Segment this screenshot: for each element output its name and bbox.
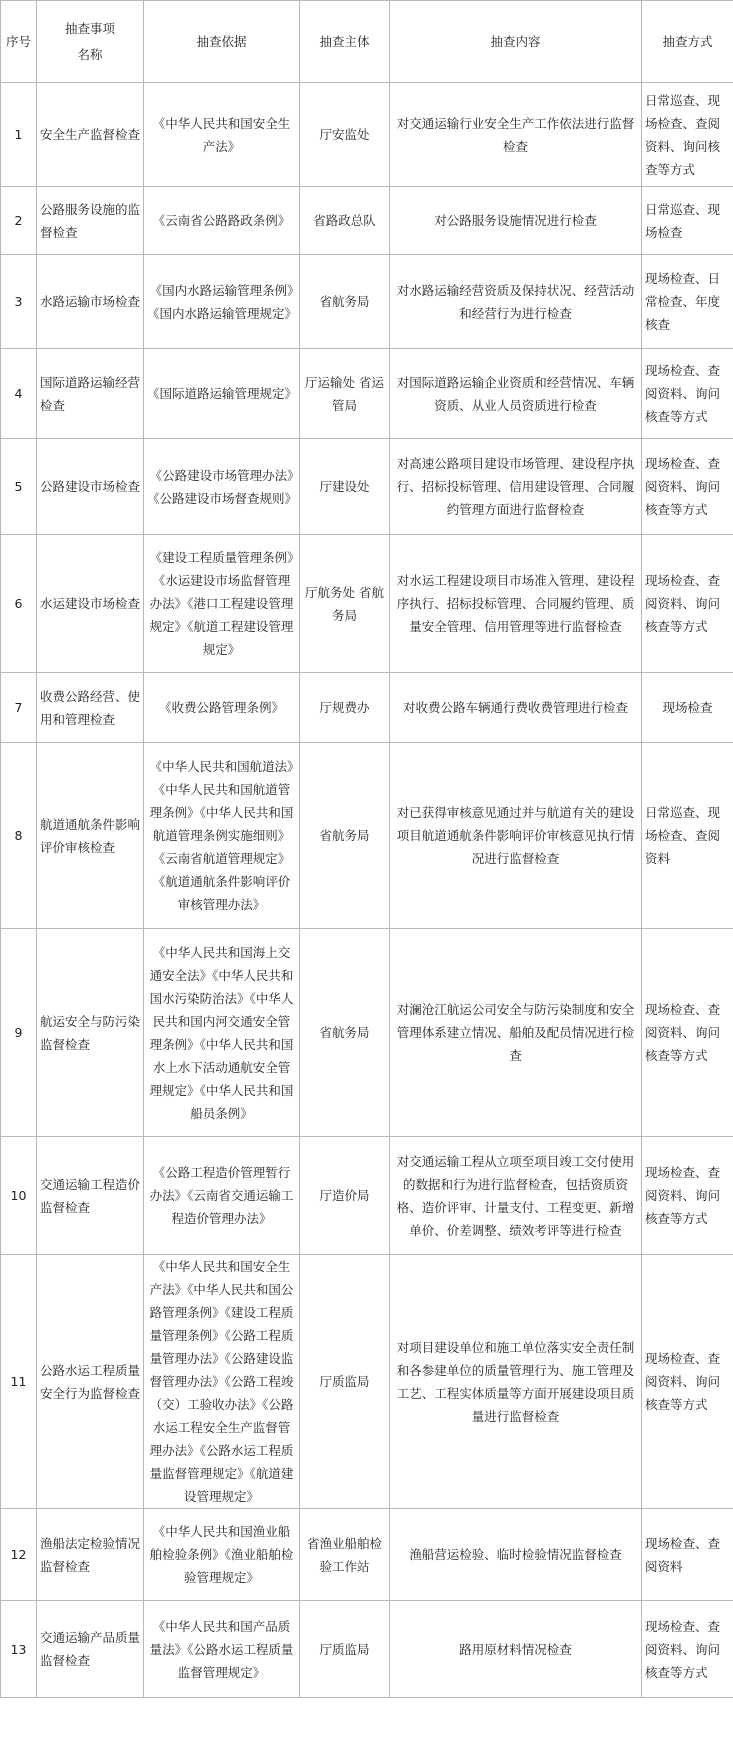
cell-subject: 省航务局 xyxy=(300,929,390,1137)
cell-subject: 厅造价局 xyxy=(300,1137,390,1255)
cell-content: 对项目建设单位和施工单位落实安全责任制和各参建单位的质量管理行为、施工管理及工艺、工程实体质量等方面开展建设项目质量进行监督检查 xyxy=(390,1255,642,1509)
table-row xyxy=(1,535,733,673)
cell-basis: 《中华人民共和国安全生产法》 xyxy=(144,83,300,187)
cell-index: 1 xyxy=(1,83,37,187)
cell-method: 现场检查、查阅资料、询问核查等方式 xyxy=(642,1255,733,1509)
cell-subject: 省路政总队 xyxy=(300,187,390,255)
cell-basis: 《中华人民共和国航道法》《中华人民共和国航道管理条例》《中华人民共和国航道管理条例实施细则》《云南省航道管理规定》《航道通航条件影响评价审核管理办法》 xyxy=(144,743,300,929)
cell-subject: 省渔业船舶检验工作站 xyxy=(300,1509,390,1601)
cell-subject: 厅规费办 xyxy=(300,673,390,743)
cell-index: 9 xyxy=(1,929,37,1137)
table-row xyxy=(1,439,733,535)
header-method: 抽查方式 xyxy=(642,1,733,83)
cell-basis: 《中华人民共和国产品质量法》《公路水运工程质量监督管理规定》 xyxy=(144,1601,300,1698)
cell-basis: 《中华人民共和国海上交通安全法》《中华人民共和国水污染防治法》《中华人民共和国内河交通安全管理条例》《中华人民共和国水上水下活动通航安全管理规定》《中华人民共和国船员条例》 xyxy=(144,929,300,1137)
cell-content: 对交通运输行业安全生产工作依法进行监督检查 xyxy=(390,83,642,187)
cell-content: 对水路运输经营资质及保持状况、经营活动和经营行为进行检查 xyxy=(390,255,642,349)
cell-index: 6 xyxy=(1,535,37,673)
cell-basis: 《公路工程造价管理暂行办法》《云南省交通运输工程造价管理办法》 xyxy=(144,1137,300,1255)
cell-method: 现场检查、日常检查、年度核查 xyxy=(642,255,733,349)
cell-method: 现场检查、查阅资料、询问核查等方式 xyxy=(642,929,733,1137)
cell-subject: 厅建设处 xyxy=(300,439,390,535)
cell-method: 现场检查 xyxy=(642,673,733,743)
cell-index: 4 xyxy=(1,349,37,439)
cell-index: 13 xyxy=(1,1601,37,1698)
cell-content: 对公路服务设施情况进行检查 xyxy=(390,187,642,255)
header-basis: 抽查依据 xyxy=(144,1,300,83)
cell-basis: 《国际道路运输管理规定》 xyxy=(144,349,300,439)
cell-item: 航运安全与防污染监督检查 xyxy=(37,929,144,1137)
cell-subject: 厅质监局 xyxy=(300,1255,390,1509)
cell-basis: 《建设工程质量管理条例》《水运建设市场监督管理办法》《港口工程建设管理规定》《航道工程建设管理规定》 xyxy=(144,535,300,673)
table-row xyxy=(1,1255,733,1509)
cell-item: 公路水运工程质量安全行为监督检查 xyxy=(37,1255,144,1509)
cell-method: 日常巡查、现场检查、查阅资料、询问核查等方式 xyxy=(642,83,733,187)
cell-basis: 《中华人民共和国渔业船舶检验条例》《渔业船舶检验管理规定》 xyxy=(144,1509,300,1601)
header-content: 抽查内容 xyxy=(390,1,642,83)
cell-basis: 《国内水路运输管理条例》《国内水路运输管理规定》 xyxy=(144,255,300,349)
header-row xyxy=(1,1,733,83)
header-index: 序号 xyxy=(1,1,37,83)
cell-item: 公路建设市场检查 xyxy=(37,439,144,535)
cell-item: 水运建设市场检查 xyxy=(37,535,144,673)
cell-index: 2 xyxy=(1,187,37,255)
cell-content: 对澜沧江航运公司安全与防污染制度和安全管理体系建立情况、船舶及配员情况进行检查 xyxy=(390,929,642,1137)
cell-index: 11 xyxy=(1,1255,37,1509)
cell-item: 水路运输市场检查 xyxy=(37,255,144,349)
cell-index: 7 xyxy=(1,673,37,743)
cell-content: 对国际道路运输企业资质和经营情况、车辆资质、从业人员资质进行检查 xyxy=(390,349,642,439)
table-row xyxy=(1,1601,733,1698)
cell-method: 现场检查、查阅资料、询问核查等方式 xyxy=(642,1137,733,1255)
header-item-line2: 名称 xyxy=(77,46,103,62)
cell-content: 对交通运输工程从立项至项目竣工交付使用的数据和行为进行监督检查，包括资质资格、造价评审、计量支付、工程变更、新增单价、价差调整、绩效考评等进行检查 xyxy=(390,1137,642,1255)
cell-basis: 《收费公路管理条例》 xyxy=(144,673,300,743)
header-item-line1: 抽查事项 xyxy=(64,20,115,36)
cell-index: 3 xyxy=(1,255,37,349)
cell-item: 航道通航条件影响评价审核检查 xyxy=(37,743,144,929)
cell-method: 日常巡查、现场检查、查阅资料 xyxy=(642,743,733,929)
cell-content: 对高速公路项目建设市场管理、建设程序执行、招标投标管理、信用建设管理、合同履约管理方面进行监督检查 xyxy=(390,439,642,535)
table-row xyxy=(1,929,733,1137)
cell-method: 现场检查、查阅资料 xyxy=(642,1509,733,1601)
cell-index: 12 xyxy=(1,1509,37,1601)
cell-method: 现场检查、查阅资料、询问核查等方式 xyxy=(642,1601,733,1698)
table-row xyxy=(1,1509,733,1601)
cell-basis: 《云南省公路路政条例》 xyxy=(144,187,300,255)
cell-content: 路用原材料情况检查 xyxy=(390,1601,642,1698)
cell-content: 对已获得审核意见通过并与航道有关的建设项目航道通航条件影响评价审核意见执行情况进行监督检查 xyxy=(390,743,642,929)
header-item xyxy=(37,1,144,83)
cell-item: 安全生产监督检查 xyxy=(37,83,144,187)
cell-item: 收费公路经营、使用和管理检查 xyxy=(37,673,144,743)
table-row xyxy=(1,743,733,929)
table-row xyxy=(1,83,733,187)
cell-content: 对水运工程建设项目市场准入管理、建设程序执行、招标投标管理、合同履约管理、质量安全管理、信用管理等进行监督检查 xyxy=(390,535,642,673)
cell-item: 渔船法定检验情况监督检查 xyxy=(37,1509,144,1601)
cell-item: 国际道路运输经营检查 xyxy=(37,349,144,439)
cell-content: 渔船营运检验、临时检验情况监督检查 xyxy=(390,1509,642,1601)
cell-method: 日常巡查、现场检查 xyxy=(642,187,733,255)
cell-method: 现场检查、查阅资料、询问核查等方式 xyxy=(642,439,733,535)
table-row xyxy=(1,187,733,255)
table-row xyxy=(1,255,733,349)
cell-basis: 《中华人民共和国安全生产法》《中华人民共和国公路管理条例》《建设工程质量管理条例》《公路工程质量管理办法》《公路建设监督管理办法》《公路工程竣（交）工验收办法》《公路水运工程安全生产监督管理办法》《公路水运工程质量监督管理规定》《航道建设管理规定》 xyxy=(144,1255,300,1509)
cell-subject: 厅航务处 省航务局 xyxy=(300,535,390,673)
cell-subject: 厅质监局 xyxy=(300,1601,390,1698)
cell-method: 现场检查、查阅资料、询问核查等方式 xyxy=(642,349,733,439)
cell-subject: 省航务局 xyxy=(300,743,390,929)
table-row xyxy=(1,349,733,439)
table-row xyxy=(1,1137,733,1255)
cell-index: 8 xyxy=(1,743,37,929)
cell-item: 交通运输工程造价监督检查 xyxy=(37,1137,144,1255)
table-row xyxy=(1,673,733,743)
cell-basis: 《公路建设市场管理办法》《公路建设市场督查规则》 xyxy=(144,439,300,535)
cell-item: 交通运输产品质量监督检查 xyxy=(37,1601,144,1698)
header-subject: 抽查主体 xyxy=(300,1,390,83)
cell-subject: 厅安监处 xyxy=(300,83,390,187)
cell-index: 10 xyxy=(1,1137,37,1255)
cell-method: 现场检查、查阅资料、询问核查等方式 xyxy=(642,535,733,673)
cell-content: 对收费公路车辆通行费收费管理进行检查 xyxy=(390,673,642,743)
cell-subject: 省航务局 xyxy=(300,255,390,349)
cell-item: 公路服务设施的监督检查 xyxy=(37,187,144,255)
cell-index: 5 xyxy=(1,439,37,535)
cell-subject: 厅运输处 省运管局 xyxy=(300,349,390,439)
